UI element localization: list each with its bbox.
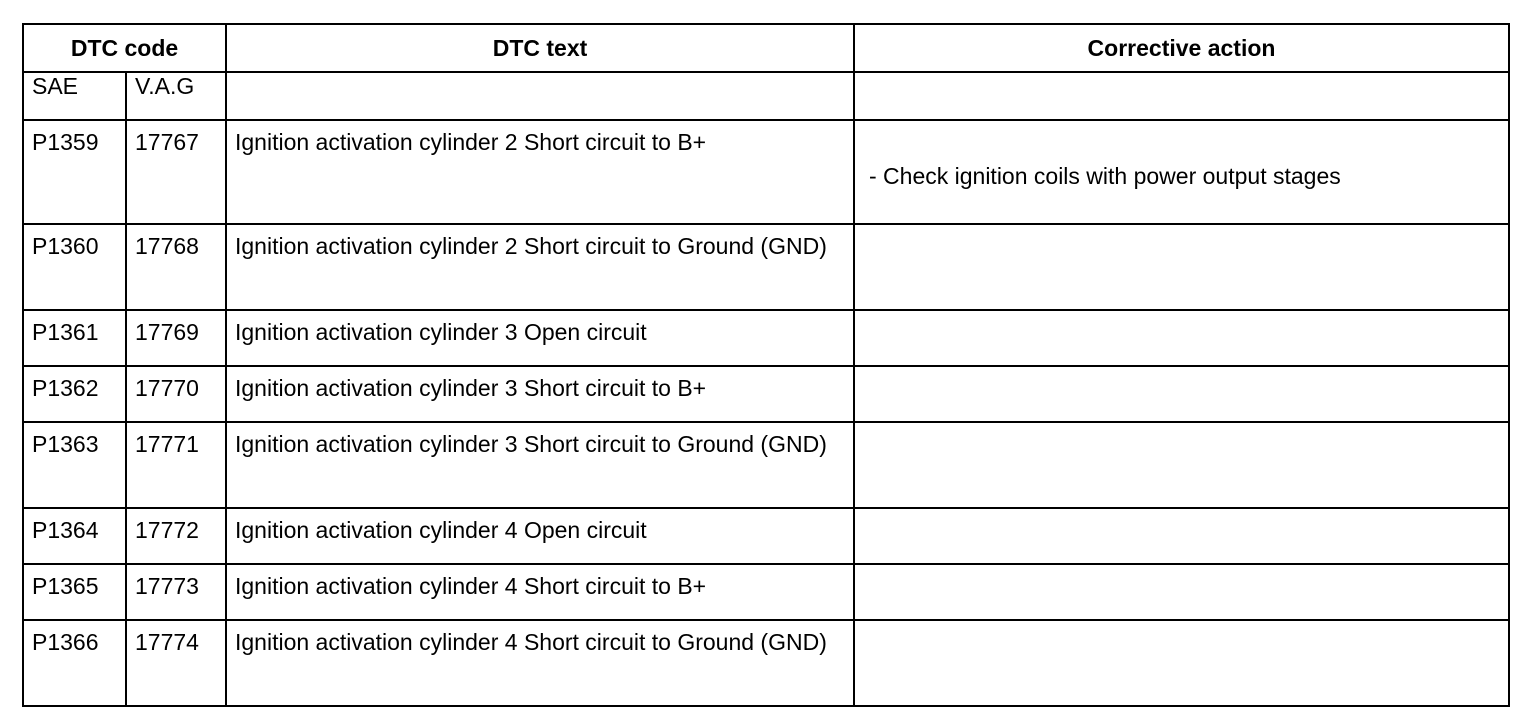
subheader-row: [23, 72, 1509, 120]
cell-sae: P1360: [23, 224, 126, 310]
cell-sae: P1361: [23, 310, 126, 366]
cell-dtc-text: Ignition activation cylinder 4 Short circuit to Ground (GND): [226, 620, 854, 706]
cell-vag: 17773: [126, 564, 226, 620]
cell-sae: P1365: [23, 564, 126, 620]
table-row: [23, 366, 1509, 422]
cell-vag: 17770: [126, 366, 226, 422]
table-row: [23, 508, 1509, 564]
cell-sae: P1359: [23, 120, 126, 224]
cell-sae: P1362: [23, 366, 126, 422]
header-row: [23, 24, 1509, 72]
table-row: [23, 620, 1509, 706]
cell-dtc-text: Ignition activation cylinder 2 Short circuit to Ground (GND): [226, 224, 854, 310]
cell-dtc-text: Ignition activation cylinder 3 Short circuit to B+: [226, 366, 854, 422]
cell-corrective-action: [854, 508, 1509, 564]
cell-vag: 17774: [126, 620, 226, 706]
cell-corrective-action: [854, 620, 1509, 706]
table-row: [23, 120, 1509, 224]
cell-corrective-action: - Check ignition coils with power output stages: [854, 120, 1509, 224]
cell-corrective-action: [854, 564, 1509, 620]
cell-dtc-text: Ignition activation cylinder 3 Short circuit to Ground (GND): [226, 422, 854, 508]
cell-corrective-action: [854, 310, 1509, 366]
table-row: [23, 422, 1509, 508]
cell-sae: P1364: [23, 508, 126, 564]
cell-vag: 17769: [126, 310, 226, 366]
table-row: [23, 310, 1509, 366]
cell-vag: 17767: [126, 120, 226, 224]
subheader-vag: V.A.G: [126, 72, 226, 120]
cell-dtc-text: Ignition activation cylinder 2 Short circuit to B+: [226, 120, 854, 224]
cell-vag: 17768: [126, 224, 226, 310]
header-corrective-action: Corrective action: [854, 24, 1509, 72]
subheader-sae: SAE: [23, 72, 126, 120]
cell-dtc-text: Ignition activation cylinder 4 Open circuit: [226, 508, 854, 564]
subheader-empty-text: [226, 72, 854, 120]
dtc-table: [22, 23, 1510, 707]
cell-sae: P1363: [23, 422, 126, 508]
cell-vag: 17772: [126, 508, 226, 564]
table-row: [23, 224, 1509, 310]
cell-corrective-action: [854, 224, 1509, 310]
header-dtc-code: DTC code: [23, 24, 226, 72]
table-row: [23, 564, 1509, 620]
cell-corrective-action: [854, 422, 1509, 508]
subheader-empty-action: [854, 72, 1509, 120]
cell-dtc-text: Ignition activation cylinder 4 Short circuit to B+: [226, 564, 854, 620]
header-dtc-text: DTC text: [226, 24, 854, 72]
cell-dtc-text: Ignition activation cylinder 3 Open circuit: [226, 310, 854, 366]
cell-sae: P1366: [23, 620, 126, 706]
cell-corrective-action: [854, 366, 1509, 422]
cell-vag: 17771: [126, 422, 226, 508]
